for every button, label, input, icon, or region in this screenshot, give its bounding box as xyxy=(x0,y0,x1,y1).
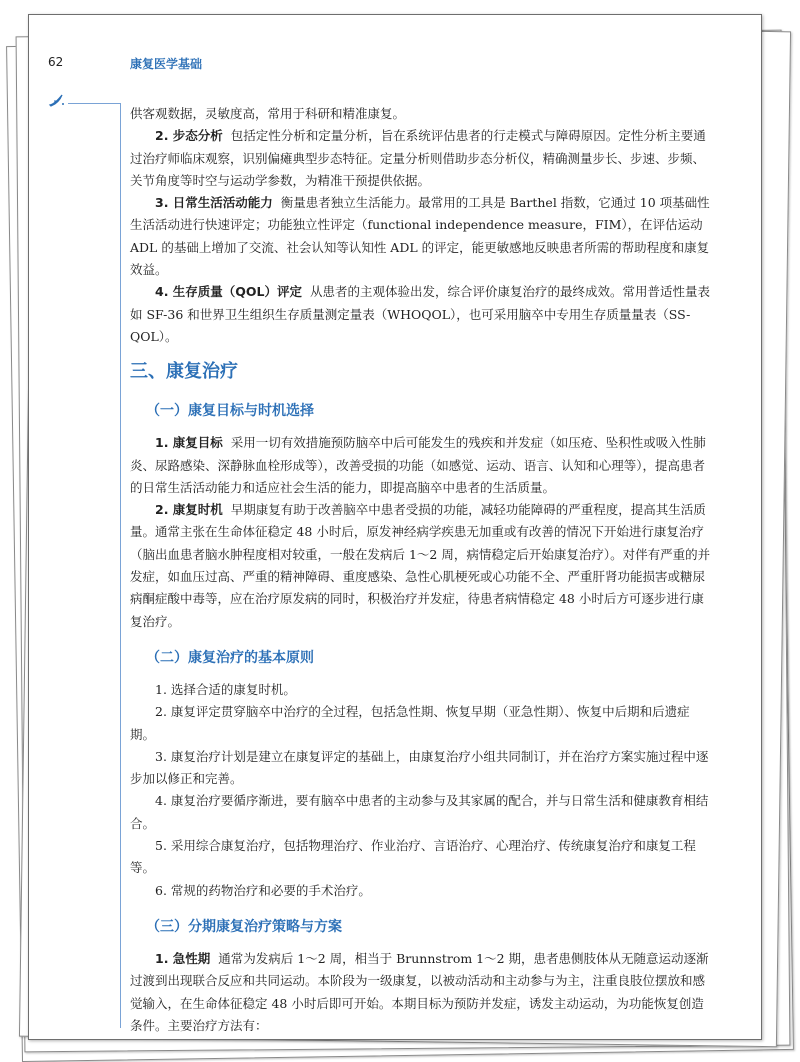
term-gait-analysis: 2. 步态分析 xyxy=(155,128,223,144)
list-item: 6. 常规的药物治疗和必要的手术治疗。 xyxy=(155,882,371,898)
term-qol: 4. 生存质量（QOL）评定 xyxy=(155,284,303,300)
paragraph-acute-phase: 1. 急性期 通常为发病后 1～2 周，相当于 Brunnstrom 1～2 期，患者患侧肢体从无随意运动逐渐过渡到出现联合反应和共同运动。本阶段为一级康复，以被动活动和主动参与为主，注重良肢位摆放和感觉输入，在生命体征稳定 48 小时后即可开始。本期目标为预防并发症，诱发主动运动，为功能恢复创造条件。主要治疗方法有： xyxy=(130,950,709,1033)
paragraph-continuation: 供客观数据，灵敏度高，常用于科研和精准康复。 xyxy=(130,106,406,121)
subsection-heading-principles: （二）康复治疗的基本原则 xyxy=(146,649,314,666)
list-item: 3. 康复治疗计划是建立在康复评定的基础上，由康复治疗小组共同制订，并在治疗方案实施过程中逐步加以修正和完善。 xyxy=(130,748,709,787)
term-adl: 3. 日常生活活动能力 xyxy=(155,195,273,211)
paragraph-rehab-timing: 2. 康复时机 早期康复有助于改善脑卒中患者受损的功能，减轻功能障碍的严重程度，提高其生活质量。通常主张在生命体征稳定 48 小时后，原发神经病学疾患无加重或有改善的情况下开始进行康复治疗（脑出血患者脑水肿程度相对较重，一般在发病后 1～2 周，病情稳定后开始康复治疗）。对伴有严重的并发症，如血压过高、严重的精神障碍、重度感染、急性心肌梗死或心功能不全、严重肝肾功能损害或糖尿病酮症酸中毒等，应在治疗原发病的同时，积极治疗并发症，待患者病情稳定 48 小时后方可逐步进行康复治疗。 xyxy=(130,502,711,629)
margin-vertical-rule xyxy=(120,103,121,1028)
paragraph-qol: 4. 生存质量（QOL）评定 从患者的主观体验出发，综合评价康复治疗的最终成效。常用普适性量表如 SF-36 和世界卫生组织生存质量测定量表（WHOQOL），也可采用脑卒中专用生存质量量表（SS-QOL）。 xyxy=(130,284,710,344)
term-rehab-timing: 2. 康复时机 xyxy=(155,502,223,518)
term-rehab-goal: 1. 康复目标 xyxy=(155,435,223,451)
list-item: 5. 采用综合康复治疗，包括物理治疗、作业治疗、言语治疗、心理治疗、传统康复治疗和康复工程等。 xyxy=(130,838,696,876)
list-item: 1. 选择合适的康复时机。 xyxy=(155,681,296,697)
page-number: 62 xyxy=(48,55,64,69)
running-head: 康复医学基础 xyxy=(130,57,203,71)
list-item: 4. 康复治疗要循序渐进，要有脑卒中患者的主动参与及其家属的配合，并与日常生活和健康教育相结合。 xyxy=(130,793,709,831)
section-heading-rehab-treatment: 三、康复治疗 xyxy=(130,361,238,383)
leaf-pen-icon xyxy=(48,92,68,108)
term-acute-phase: 1. 急性期 xyxy=(155,950,211,966)
margin-top-rule xyxy=(68,103,120,104)
subsection-heading-staged-strategy: （三）分期康复治疗策略与方案 xyxy=(146,918,342,935)
page-content xyxy=(130,103,714,1037)
subsection-heading-goals-timing: （一）康复目标与时机选择 xyxy=(146,403,314,420)
paragraph-rehab-goal: 1. 康复目标 采用一切有效措施预防脑卒中后可能发生的残疾和并发症（如压疮、坠积性或吸入性肺炎、尿路感染、深静脉血栓形成等），改善受损的功能（如感觉、运动、语言、认知和心理等），提高患者的日常生活活动能力和适应社会生活的能力，即提高脑卒中患者的生活质量。 xyxy=(130,435,706,495)
paragraph-adl: 3. 日常生活活动能力 衡量患者独立生活能力。最常用的工具是 Barthel 指数，它通过 10 项基础性生活活动进行快速评定；功能独立性评定（functional independence measure，FIM），在评估运动 ADL 的基础上增加了交流、社会认知等认知性 ADL 的评定，能更敏感地反映患者所需的帮助程度和康复效益。 xyxy=(130,195,710,278)
list-item: 2. 康复评定贯穿脑卒中治疗的全过程，包括急性期、恢复早期（亚急性期）、恢复中后期和后遗症期。 xyxy=(130,704,690,742)
paragraph-gait-analysis: 2. 步态分析 包括定性分析和定量分析，旨在系统评估患者的行走模式与障碍原因。定性分析主要通过治疗师临床观察，识别偏瘫典型步态特征。定量分析则借助步态分析仪，精确测量步长、步速、步频、关节角度等时空与运动学参数，为精准干预提供依据。 xyxy=(130,128,706,188)
